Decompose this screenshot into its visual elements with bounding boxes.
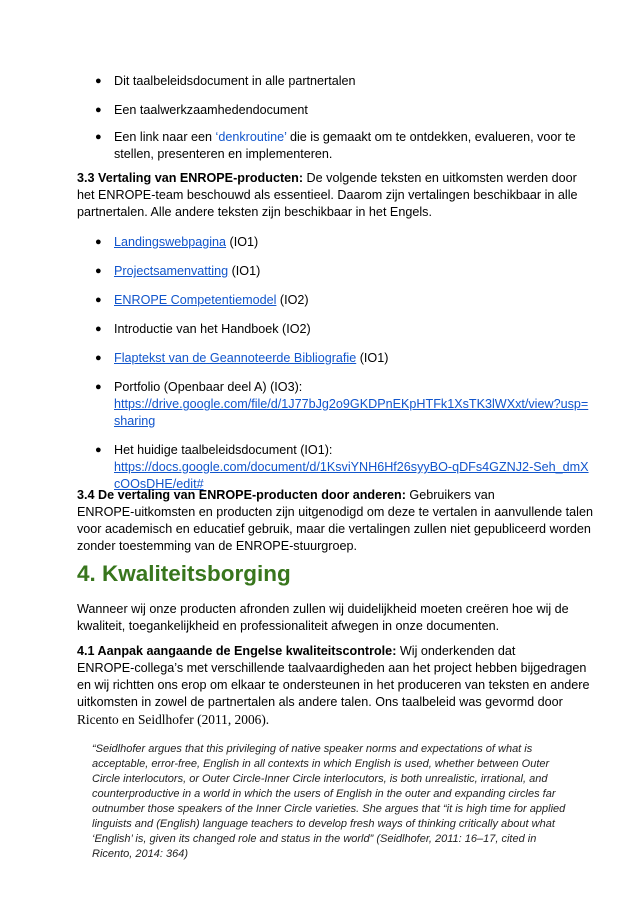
sec34-line: zonder toestemming van de ENROPE-stuurgroep. (77, 539, 357, 553)
bullet-dot: ● (95, 131, 102, 143)
portfolio-url-link-cont[interactable]: sharing (114, 414, 156, 428)
projectsamenvatting-link[interactable]: Projectsamenvatting (114, 264, 229, 278)
list-item: Dit taalbeleidsdocument in alle partnertalen (114, 74, 356, 88)
quote-line: counterproductive in a world in which the users of English in the outer and expanding circles far (92, 788, 556, 800)
bullet-dot: ● (95, 352, 102, 364)
sec34-text: Gebruikers van (405, 488, 495, 502)
list-item-text: (IO2) (276, 293, 309, 307)
sec41-line: ENROPE-collega’s met verschillende taalvaardigheden aan het project hebben bijgedragen (77, 661, 587, 675)
quote-line: Ricento, 2014: 364) (92, 848, 189, 860)
bullet-dot: ● (95, 75, 102, 87)
sec41-line: en wij richtten ons erop om elkaar te ondersteunen in het produceren van teksten en andere (77, 678, 590, 692)
bullet-dot: ● (95, 265, 102, 277)
list-item-continuation: stellen, presenteren en implementeren. (114, 147, 333, 161)
list-item: Een taalwerkzaamhedendocument (114, 103, 308, 117)
list-item-text: (IO1) (356, 351, 389, 365)
bullet-dot: ● (95, 381, 102, 393)
sec34-line: ENROPE-uitkomsten en producten zijn uitgenodigd om deze te vertalen in aanvullende talen (77, 505, 593, 519)
list-item (114, 350, 388, 367)
sec41-heading: 4.1 Aanpak aangaande de Engelse kwaliteitscontrole: (77, 644, 397, 658)
list-item-text: (IO1) (226, 235, 259, 249)
sec41-text: Wij onderkenden dat (396, 644, 516, 658)
sec33-line: het ENROPE-team beschouwd als essentieel. Daarom zijn vertalingen beschikbaar in alle (77, 188, 578, 202)
sec41-line (77, 643, 515, 660)
sec33-line (77, 170, 577, 187)
flaptekst-link[interactable]: Flaptekst van de Geannoteerde Bibliografie (114, 351, 357, 365)
competentiemodel-link[interactable]: ENROPE Competentiemodel (114, 293, 277, 307)
list-item (114, 129, 576, 146)
list-item (114, 234, 258, 251)
list-item: Het huidige taalbeleidsdocument (IO1): (114, 443, 333, 457)
list-item-text: Een link naar een (114, 130, 216, 144)
sec41-line: uitkomsten in zowel de partnertalen als andere talen. Ons taalbeleid was gevormd door (77, 695, 563, 709)
sec34-heading: 3.4 De vertaling van ENROPE-producten door anderen: (77, 488, 406, 502)
landingswebpagina-link[interactable]: Landingswebpagina (114, 235, 227, 249)
policy-doc-url-link-cont[interactable]: cOOsDHE/edit# (114, 477, 204, 491)
bullet-dot: ● (95, 444, 102, 456)
sec34-line: voor academisch en educatief gebruik, maar die vertalingen zullen niet gepubliceerd worden (77, 522, 591, 536)
sec34-line (77, 487, 495, 504)
quote-line: ‘English’ is, given its changed role and status in the world” (Seidlhofer, 2011: 16–17, cited in (92, 833, 537, 845)
quote-line: “Seidlhofer argues that this privileging of native speaker norms and expectations of what is (92, 743, 533, 755)
sec33-heading: 3.3 Vertaling van ENROPE-producten: (77, 171, 304, 185)
list-item: Portfolio (Openbaar deel A) (IO3): (114, 380, 303, 394)
portfolio-url-link[interactable]: https://drive.google.com/file/d/1J77bJg2o9GKDPnEKpHTFk1XsTK3lWXxt/view?usp= (114, 397, 589, 411)
sec41-line: Ricento en Seidlhofer (2011, 2006). (77, 712, 270, 727)
section-4-title: 4. Kwaliteitsborging (77, 561, 291, 586)
bullet-dot: ● (95, 323, 102, 335)
list-item (114, 263, 260, 280)
denkroutine-link[interactable]: ‘denkroutine’ (215, 130, 287, 144)
bullet-dot: ● (95, 236, 102, 248)
list-item: Introductie van het Handboek (IO2) (114, 322, 311, 336)
sec33-text: De volgende teksten en uitkomsten werden door (303, 171, 577, 185)
sec4-line: Wanneer wij onze producten afronden zullen wij duidelijkheid moeten creëren hoe wij de (77, 602, 569, 616)
bullet-dot: ● (95, 294, 102, 306)
quote-line: Circle interlocutors, or Outer Circle-Inner Circle interlocutors, is both unrealistic, irrational, and (92, 773, 548, 785)
quote-line: linguists and (English) language teachers to develop fresh ways of thinking critically about what (92, 818, 555, 830)
policy-doc-url-link[interactable]: https://docs.google.com/document/d/1KsviYNH6Hf26syyBO-qDFs4GZNJ2-Seh_dmX (114, 460, 589, 474)
quote-line: outnumber those speakers of the Inner Circle varieties. She argues that “it is high time for applied (92, 803, 566, 815)
bullet-dot: ● (95, 104, 102, 116)
list-item-text: die is gemaakt om te ontdekken, evalueren, voor te (286, 130, 576, 144)
sec33-line: partnertalen. Alle andere teksten zijn beschikbaar in het Engels. (77, 205, 432, 219)
list-item-text: (IO1) (228, 264, 261, 278)
list-item (114, 292, 309, 309)
sec4-line: kwaliteit, toegankelijkheid en professionaliteit afwegen in onze documenten. (77, 619, 500, 633)
quote-line: acceptable, error-free, English in all contexts in which English is used, whether between Outer (92, 758, 550, 770)
